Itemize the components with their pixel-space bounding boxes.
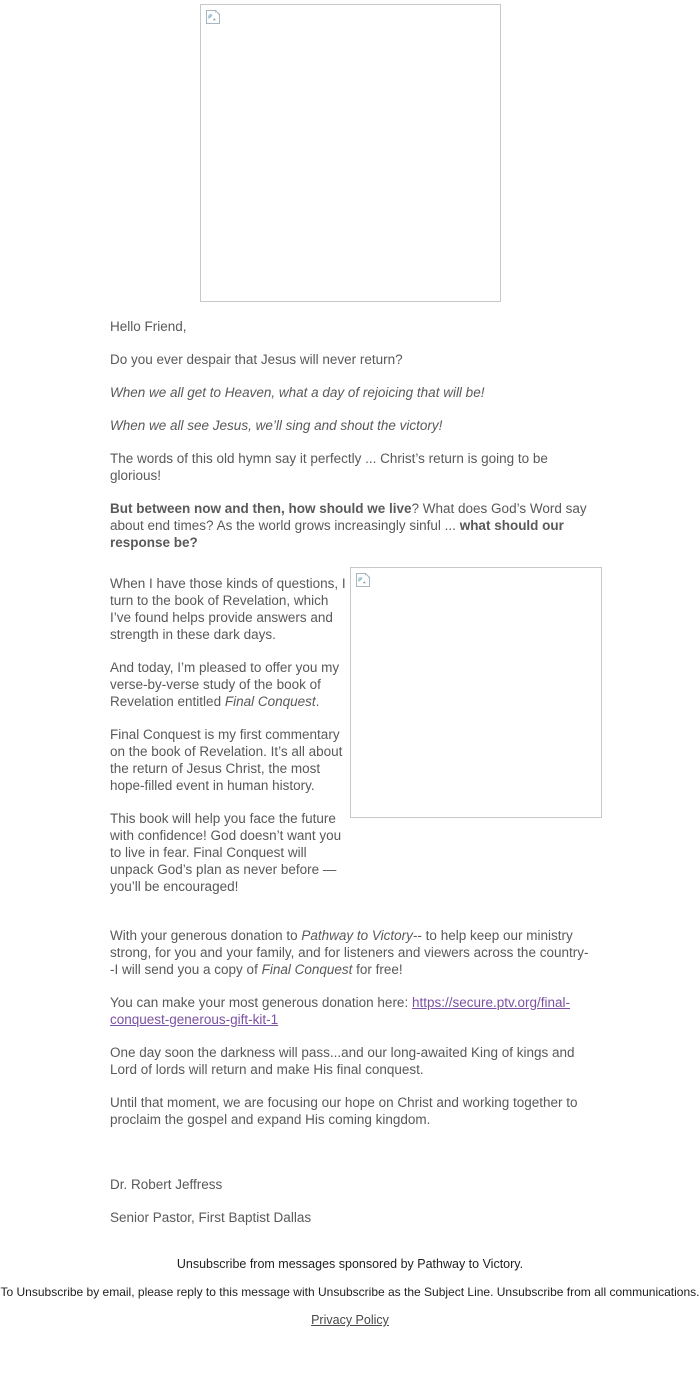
broken-image-icon [205, 9, 221, 25]
signature-title: Senior Pastor, First Baptist Dallas [110, 1210, 312, 1225]
text-run: Final Conquest [224, 694, 316, 709]
text-run: When we all get to Heaven, what a day of rejoicing that will be! [110, 385, 485, 400]
greeting [110, 318, 590, 335]
text-run: Final Conquest [261, 962, 353, 977]
text-run: One day soon the darkness will pass...and our long-awaited King of kings and Lord of lords will return and make His final conquest. [110, 1045, 575, 1077]
text-run: Until that moment, we are focusing our hope on Christ and working together to proclaim the gospel and expand His coming kingdom. [110, 1095, 578, 1127]
body-text-column [110, 318, 590, 1226]
paragraph [110, 351, 590, 368]
text-run: Hello Friend, [110, 319, 187, 334]
paragraph [110, 575, 350, 643]
broken-image-icon [355, 572, 371, 588]
privacy-policy-row [0, 1313, 700, 1327]
unsubscribe-instructions-text: To Unsubscribe by email, please reply to this message with Unsubscribe as the Subject Line. Unsubscribe from all communications. [0, 1285, 700, 1299]
hero-image-placeholder [200, 4, 501, 302]
paragraph [110, 1044, 590, 1078]
paragraph [110, 500, 590, 551]
text-run: ? What does God’s Word say about end times? As the world grows increasingly sinful ... [110, 501, 587, 533]
footer [0, 1257, 700, 1351]
paragraph [110, 726, 350, 794]
text-run: -- to help keep our ministry strong, for you and your family, and for listeners and viewers across the country--I will send you a copy of [110, 928, 589, 977]
privacy-policy-link[interactable]: Privacy Policy [311, 1313, 389, 1327]
text-run: And today, I’m pleased to offer you my verse-by-verse study of the book of Revelation entitled [110, 660, 340, 709]
two-column-section [110, 567, 590, 911]
text-run: When we all see Jesus, we’ll sing and shout the victory! [110, 418, 443, 433]
left-text-column [110, 567, 350, 911]
text-run: The words of this old hymn say it perfectly ... Christ’s return is going to be glorious! [110, 451, 548, 483]
text-run: When I have those kinds of questions, I turn to the book of Revelation, which I’ve found helps provide answers and strength in these dark days. [110, 576, 346, 642]
text-run: for free! [352, 962, 403, 977]
text-run: This book will help you face the future with confidence! God doesn’t want you to live in fear. Final Conquest will unpack God’s plan as never before — you’ll be encouraged! [110, 811, 342, 894]
paragraph [110, 659, 350, 710]
text-run: But between now and then, how should we live [110, 501, 412, 516]
text-run: . [315, 694, 320, 709]
paragraph [110, 927, 590, 978]
signature-name: Dr. Robert Jeffress [110, 1177, 223, 1192]
text-run: With your generous donation to [110, 928, 302, 943]
text-run: Final Conquest is my first commentary on the book of Revelation. It’s all about the return of Jesus Christ, the most hope-filled event in human history. [110, 727, 343, 793]
text-run: Pathway to Victory [301, 928, 413, 943]
hymn-line-2 [110, 417, 590, 434]
paragraph [110, 1094, 590, 1128]
text-run: what should our response be? [110, 518, 564, 550]
donation-link[interactable]: https://secure.ptv.org/final-conquest-generous-gift-kit-1 [110, 995, 571, 1027]
book-image-placeholder [350, 567, 602, 818]
hymn-line-1 [110, 384, 590, 401]
text-run: Do you ever despair that Jesus will never return? [110, 352, 403, 367]
paragraph [110, 450, 590, 484]
unsubscribe-sponsor-text: Unsubscribe from messages sponsored by Pathway to Victory. [176, 1257, 524, 1271]
donation-link-paragraph [110, 994, 590, 1028]
paragraph [110, 810, 350, 895]
text-run: You can make your most generous donation here: [110, 995, 412, 1010]
